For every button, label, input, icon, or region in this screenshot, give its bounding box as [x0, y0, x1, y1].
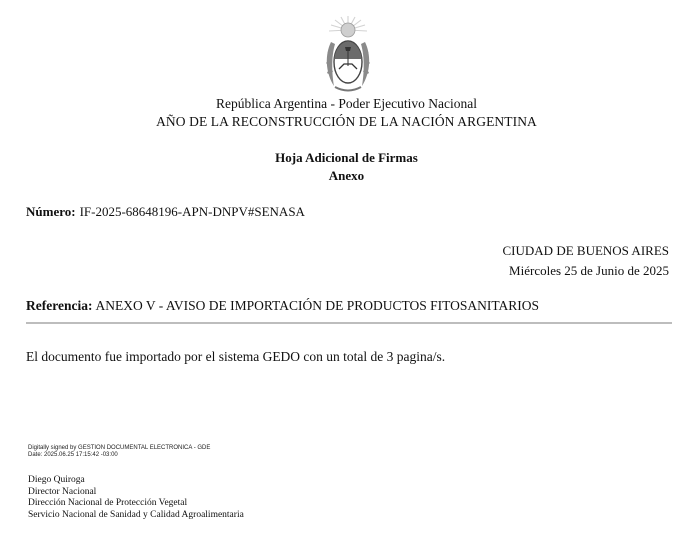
year-motto: AÑO DE LA RECONSTRUCCIÓN DE LA NACIÓN ARGENTINA	[156, 114, 537, 129]
divider	[26, 322, 672, 324]
body-text: El documento fue importado por el sistema GEDO con un total de 3 pagina/s.	[26, 349, 446, 364]
reference-label: Referencia:	[26, 298, 93, 313]
shield-icon	[334, 41, 362, 83]
reference-value: ANEXO V - AVISO DE IMPORTACIÓN DE PRODUCTOS FITOSANITARIOS	[95, 298, 540, 313]
sun-icon	[329, 16, 367, 37]
sheet-title: Hoja Adicional de Firmas	[275, 150, 418, 165]
signer-block	[28, 475, 244, 521]
date: Miércoles 25 de Junio de 2025	[509, 263, 669, 278]
signer-agency: Servicio Nacional de Sanidad y Calidad Agroalimentaria	[28, 509, 244, 520]
digital-signature-signed-by: Digitally signed by GESTION DOCUMENTAL ELECTRONICA - GDE	[28, 445, 211, 451]
republic-line: República Argentina - Poder Ejecutivo Nacional	[215, 96, 478, 111]
sheet-subtitle: Anexo	[328, 168, 365, 183]
coat-of-arms-emblem	[322, 14, 374, 96]
city: CIUDAD DE BUENOS AIRES	[502, 243, 669, 258]
ribbon-icon	[335, 87, 361, 91]
digital-signature-block	[28, 445, 210, 459]
signer-name: Diego Quiroga	[28, 475, 85, 485]
digital-signature-date: Date: 2025.06.25 17:15:42 -03:00	[28, 452, 118, 458]
document-number	[26, 204, 305, 220]
reference	[26, 298, 539, 314]
signer-role: Director Nacional	[28, 486, 97, 497]
document-number-value: IF-2025-68648196-APN-DNPV#SENASA	[79, 204, 305, 219]
document-number-label: Número:	[26, 204, 76, 219]
signer-office: Dirección Nacional de Protección Vegetal	[28, 498, 188, 508]
